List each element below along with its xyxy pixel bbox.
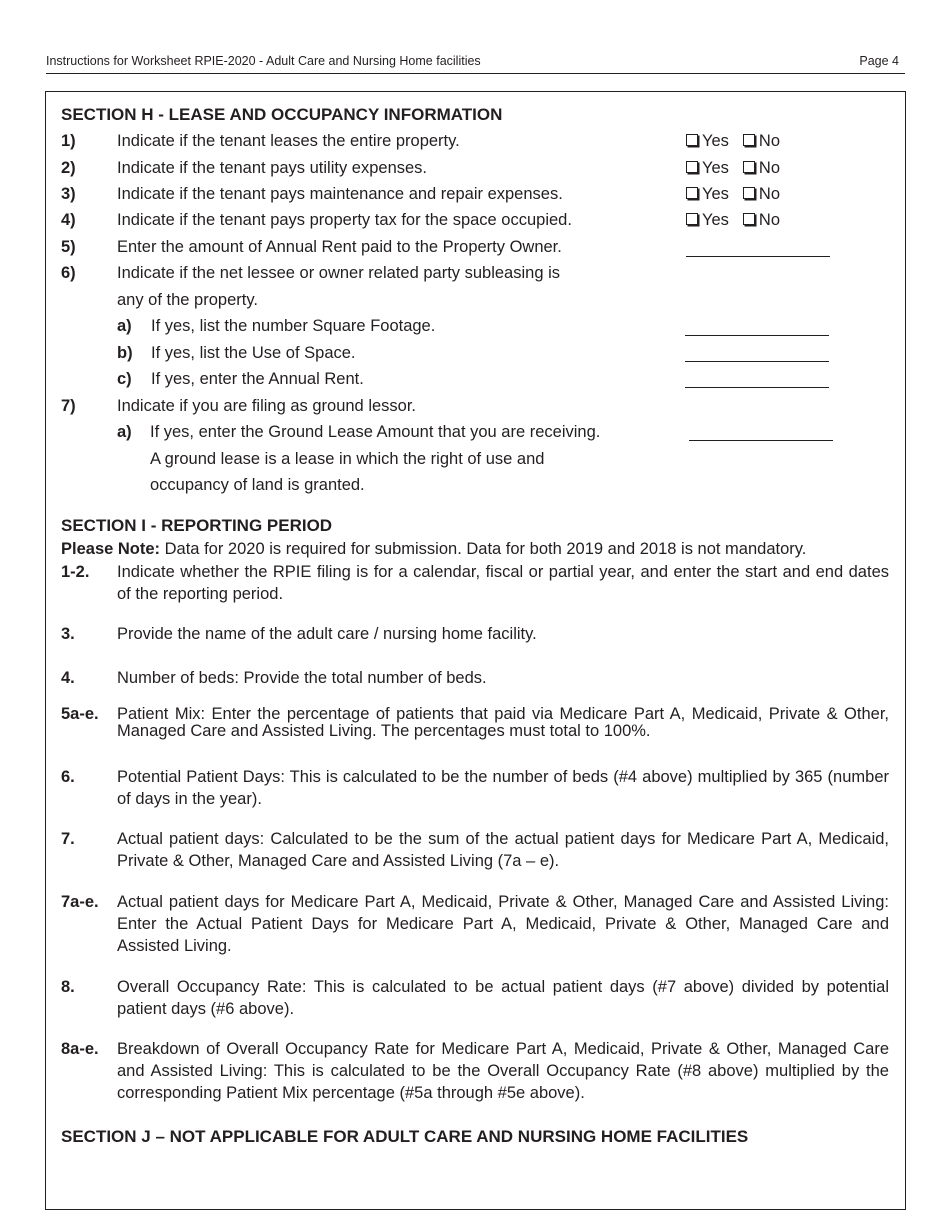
sub-item-letter: a): [117, 423, 132, 441]
sub-item-text: If yes, enter the Ground Lease Amount that you are receiving.: [150, 423, 601, 441]
ground-lease-amount-field[interactable]: [689, 440, 833, 441]
item-number: 4): [61, 211, 76, 229]
instruction-text: Potential Patient Days: This is calculated to be the number of beds (#4 above) multiplied by 365 (number of days in the year).: [117, 768, 889, 808]
sub-item-text: If yes, list the Use of Space.: [151, 344, 356, 362]
item-text: Indicate if the tenant leases the entire property.: [117, 132, 460, 150]
instruction-number: 4.: [61, 669, 75, 687]
yes-no-group: [686, 159, 780, 178]
instruction-number: 5a-e.: [61, 705, 99, 723]
note-label: Please Note:: [61, 540, 161, 558]
yes-no-group: [686, 132, 780, 151]
note-text: Data for 2020 is required for submission. Data for both 2019 and 2018 is not mandatory.: [160, 540, 807, 558]
yes-checkbox[interactable]: [686, 134, 698, 146]
yes-label: Yes: [702, 185, 729, 203]
instruction-body: Actual patient days for Medicare Part A, Medicaid, Private & Other, Managed Care and Assisted Living: Enter the Actual Patient Days for Medicare Part A, Medicaid, Private & Other, Managed Care and Assisted Living.: [117, 893, 889, 955]
square-footage-field[interactable]: [685, 335, 829, 336]
use-of-space-field[interactable]: [685, 361, 829, 362]
no-checkbox[interactable]: [743, 161, 755, 173]
item-text: Indicate if the tenant pays property tax for the space occupied.: [117, 211, 572, 229]
document-title: Instructions for Worksheet RPIE-2020 - Adult Care and Nursing Home facilities: [46, 54, 481, 68]
annual-rent-field[interactable]: [686, 256, 830, 257]
yes-label: Yes: [702, 132, 729, 150]
instruction-paragraph: [61, 706, 889, 740]
item-text: Indicate if the tenant pays maintenance and repair expenses.: [117, 185, 563, 203]
instruction-paragraph-hanging: [61, 891, 889, 957]
item-number: 2): [61, 159, 76, 177]
instruction-number: 1-2.: [61, 563, 90, 581]
page-header: [46, 54, 905, 74]
no-label: No: [758, 211, 781, 229]
instruction-text: Number of beds: Provide the total number of beds.: [117, 669, 487, 687]
instruction-number: 3.: [61, 625, 75, 643]
item-number: 6): [61, 264, 76, 282]
sub-item-letter: c): [117, 370, 132, 388]
instruction-number: 8a-e.: [61, 1040, 99, 1058]
instruction-paragraph: [61, 766, 889, 810]
yes-no-group: [686, 211, 780, 230]
instruction-paragraph: [61, 828, 889, 872]
instruction-text: Actual patient days: Calculated to be the sum of the actual patient days for Medicare Part A, Medicaid, Private & Other, Managed Care and Assisted Living (7a – e).: [117, 830, 889, 870]
instruction-text: Patient Mix: Enter the percentage of patients that paid via Medicare Part A, Medicaid, Private & Other, Managed Care and Assisted Living. The percentages must total to 100%.: [117, 705, 889, 740]
instruction-paragraph: [61, 561, 889, 605]
item-text: Indicate if the net lessee or owner related party subleasing is: [117, 264, 561, 282]
sub-item-text-continued: occupancy of land is granted.: [150, 476, 365, 494]
section-h-title: SECTION H - LEASE AND OCCUPANCY INFORMATION: [61, 105, 503, 124]
no-checkbox[interactable]: [743, 134, 755, 146]
no-label: No: [758, 132, 781, 150]
item-text-continued: any of the property.: [117, 291, 258, 309]
item-number: 1): [61, 132, 76, 150]
sub-item-text-continued: A ground lease is a lease in which the right of use and: [150, 450, 545, 468]
sub-item-text: If yes, enter the Annual Rent.: [151, 370, 364, 388]
instruction-text: Breakdown of Overall Occupancy Rate for Medicare Part A, Medicaid, Private & Other, Managed Care and Assisted Living: This is calculated to be the Overall Occupancy Rate (#8 above) multiplied by the corresponding Patient Mix percentage (#5a through #5e above).: [117, 1040, 889, 1102]
instruction-number: 7a-e.: [61, 893, 99, 911]
instruction-paragraph: [61, 623, 889, 645]
section-j-title: SECTION J – NOT APPLICABLE FOR ADULT CARE AND NURSING HOME FACILITIES: [61, 1127, 749, 1146]
no-checkbox[interactable]: [743, 187, 755, 199]
no-checkbox[interactable]: [743, 213, 755, 225]
item-number: 3): [61, 185, 76, 203]
item-number: 5): [61, 238, 76, 256]
yes-no-group: [686, 185, 780, 204]
instruction-text: Indicate whether the RPIE filing is for a calendar, fiscal or partial year, and enter the start and end dates of the reporting period.: [117, 563, 889, 603]
sub-item-letter: b): [117, 344, 133, 362]
item-text: Indicate if you are filing as ground lessor.: [117, 397, 417, 415]
yes-label: Yes: [702, 159, 729, 177]
yes-label: Yes: [702, 211, 729, 229]
instruction-paragraph: [61, 667, 889, 689]
instruction-number: 7.: [61, 830, 75, 848]
instruction-text: [61, 891, 889, 957]
item-text: Indicate if the tenant pays utility expenses.: [117, 159, 428, 177]
item-text: Enter the amount of Annual Rent paid to the Property Owner.: [117, 238, 562, 256]
yes-checkbox[interactable]: [686, 161, 698, 173]
no-label: No: [758, 159, 781, 177]
instruction-paragraph: [61, 1038, 889, 1104]
page-number: Page 4: [859, 54, 899, 68]
yes-checkbox[interactable]: [686, 187, 698, 199]
instruction-number: 8.: [61, 978, 75, 996]
yes-checkbox[interactable]: [686, 213, 698, 225]
instruction-paragraph: [61, 976, 889, 1020]
item-number: 7): [61, 397, 76, 415]
instruction-text: Overall Occupancy Rate: This is calculated to be actual patient days (#7 above) divided by potential patient days (#6 above).: [117, 978, 889, 1018]
please-note: [61, 540, 806, 559]
instruction-number: 6.: [61, 768, 75, 786]
sub-item-text: If yes, list the number Square Footage.: [151, 317, 436, 335]
section-i-title: SECTION I - REPORTING PERIOD: [61, 516, 333, 535]
instruction-text: Provide the name of the adult care / nursing home facility.: [117, 625, 537, 643]
sublease-annual-rent-field[interactable]: [685, 387, 829, 388]
no-label: No: [758, 185, 781, 203]
sub-item-letter: a): [117, 317, 132, 335]
